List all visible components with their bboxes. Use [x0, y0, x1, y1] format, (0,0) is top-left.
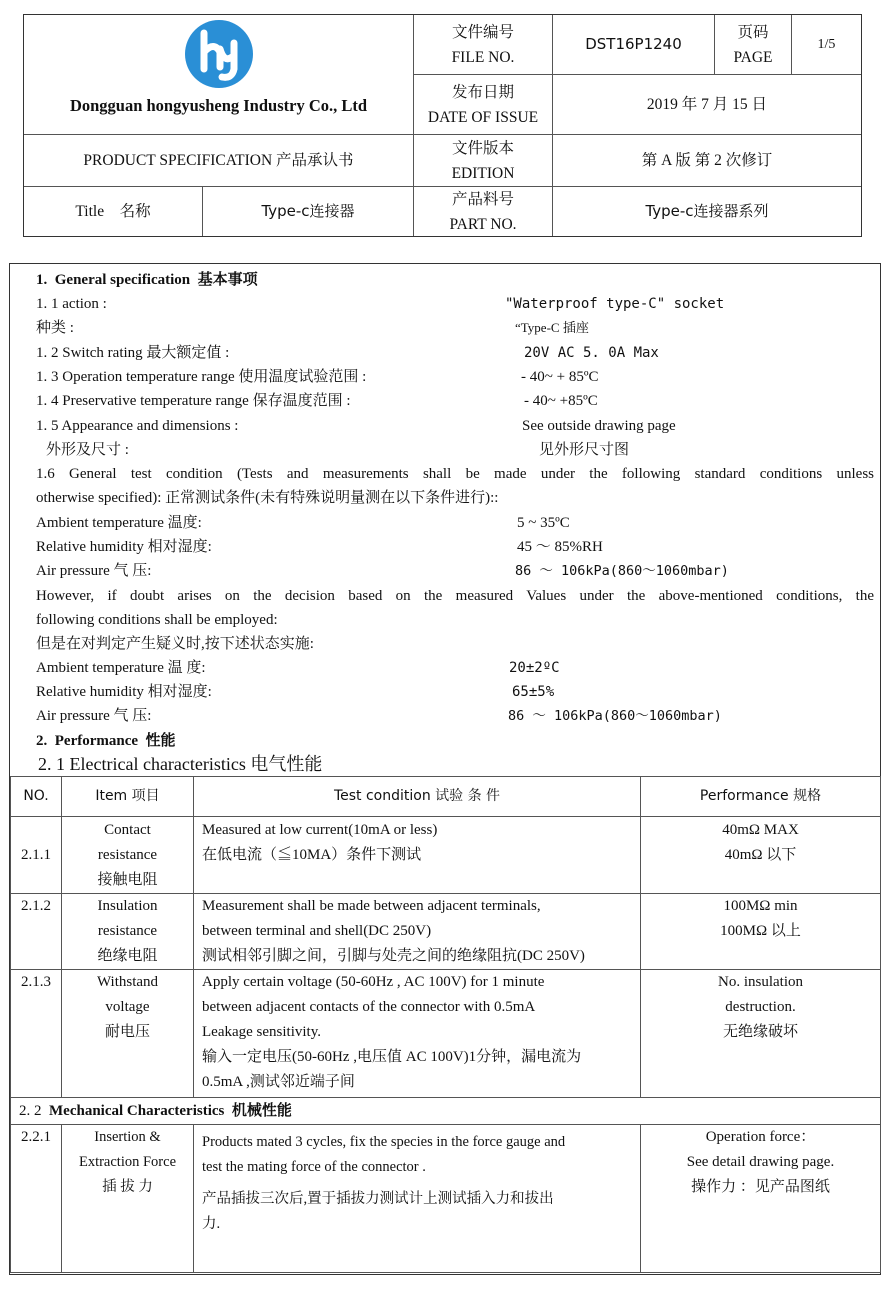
page-label: 页码 PAGE — [715, 15, 792, 75]
file-no-en: FILE NO. — [451, 48, 515, 66]
row-test: Products mated 3 cycles, fix the species in the force gauge and test the mating force of the connector . 产品插拔三次后,置于插拔力测试计上测试插入力和拔出 力. — [194, 1125, 641, 1273]
row-no: 2.1.2 — [11, 894, 62, 970]
row-test: Measured at low current(10mA or less) 在低电流（≦10MA）条件下测试 — [194, 817, 641, 894]
performance-heading: 2. Performance 性能 — [36, 733, 176, 749]
air-label: Air pressure 气 压: — [36, 563, 152, 579]
ambient-label: Ambient temperature 温度: — [36, 515, 202, 531]
row-performance: 100MΩ min 100MΩ 以上 — [641, 894, 881, 970]
mechanical-heading: 2. 2 Mechanical Characteristics 机械性能 — [11, 1098, 881, 1125]
appearance-value-cn: 见外形尺寸图 — [539, 442, 630, 458]
electrical-heading: 2. 1 Electrical characteristics 电气性能 — [38, 754, 323, 774]
op-temp-label: 1. 3 Operation temperature range 使用温度试验范围 : — [36, 369, 367, 385]
row-performance: 40mΩ MAX 40mΩ 以下 — [641, 817, 881, 894]
ambient-value: 5 ~ 35ºC — [517, 515, 570, 531]
row-performance: Operation force： See detail drawing page. 操作力 ：见产品图纸 — [641, 1125, 881, 1273]
appearance-label: 1. 5 Appearance and dimensions : — [36, 418, 239, 434]
table-header-row — [11, 777, 881, 817]
row-item: Contact resistance 接触电阻 — [62, 817, 194, 894]
file-no-value: DST16P1240 — [553, 15, 715, 75]
row-no: 2.1.3 — [11, 970, 62, 1098]
row-no: 2.1.1 — [11, 817, 62, 894]
doubt-line1: However, if doubt arises on the decision based on the measured Values under the above-mentioned conditions, the — [36, 588, 874, 604]
row-test: Measurement shall be made between adjacent terminals, between terminal and shell(DC 250V) 测试相邻引脚之间，引脚与处壳之间的绝缘阻抗(DC 250V) — [194, 894, 641, 970]
row-test: Apply certain voltage (50-60Hz , AC 100V) for 1 minute between adjacent contacts of the connector with 0.5mA Leakage sensitivity. 输入一定电压(50-60Hz ,电压值 AC 100V)1分钟，漏电流为 0.5mA ,测试邻近端子间 — [194, 970, 641, 1098]
row-item: Insulation resistance 绝缘电阻 — [62, 894, 194, 970]
col-item: Item 项目 — [62, 777, 194, 817]
spec-title: PRODUCT SPECIFICATION 产品承认书 — [24, 135, 414, 187]
row-no: 2.2.1 — [11, 1125, 62, 1273]
table-row — [11, 894, 881, 970]
issue-value: 2019 年 7 月 15 日 — [553, 75, 861, 135]
edition-label: 文件版本 EDITION — [414, 135, 553, 187]
action-value: "Waterproof type-C" socket — [505, 296, 725, 312]
test-condition-line2: otherwise specified): 正常测试条件(未有特殊说明量测在以下条件进行):: — [36, 490, 499, 506]
company-name: Dongguan hongyusheng Industry Co., Ltd — [69, 96, 368, 115]
file-no-label — [414, 15, 553, 75]
company-logo — [184, 19, 254, 89]
air-value: 86 ～ 106kPa(860～1060mbar) — [515, 563, 729, 579]
col-performance: Performance 规格 — [641, 777, 881, 817]
appearance-label-cn: 外形及尺寸 : — [46, 442, 129, 458]
pres-temp-label: 1. 4 Preservative temperature range 保存温度范围 : — [36, 393, 351, 409]
ambient2-label: Ambient temperature 温 度: — [36, 660, 206, 676]
humidity2-value: 65±5% — [512, 684, 555, 700]
humidity-label: Relative humidity 相对湿度: — [36, 539, 212, 555]
general-heading: 1. General specification 基本事项 — [36, 272, 258, 288]
row-item: Insertion & Extraction Force 插 拔 力 — [62, 1125, 194, 1273]
company-cell — [24, 15, 414, 135]
document-header — [23, 14, 862, 237]
mechanical-heading-row — [11, 1098, 881, 1125]
action-label: 1. 1 action : — [36, 296, 107, 312]
issue-label: 发布日期 DATE OF ISSUE — [414, 75, 553, 135]
doubt-line2: following conditions shall be employed: — [36, 612, 278, 628]
op-temp-value: - 40~ + 85ºC — [521, 369, 599, 385]
table-row — [11, 970, 881, 1098]
appearance-value: See outside drawing page — [522, 418, 676, 434]
table-row — [11, 1125, 881, 1273]
pres-temp-value: - 40~ +85ºC — [524, 393, 598, 409]
title-value: Type-c连接器 — [203, 187, 414, 236]
col-no: NO. — [11, 777, 62, 817]
air2-value: 86 ～ 106kPa(860～1060mbar) — [508, 708, 722, 724]
file-no-cn: 文件编号 — [451, 23, 514, 41]
part-no-value: Type-c连接器系列 — [645, 202, 769, 220]
col-test: Test condition 试验 条 件 — [194, 777, 641, 817]
part-no-label: 产品料号 PART NO. — [414, 187, 553, 236]
edition-value: 第 A 版 第 2 次修订 — [553, 135, 861, 187]
row-item: Withstand voltage 耐电压 — [62, 970, 194, 1098]
title-label: Title 名称 — [24, 187, 203, 236]
switch-value: 20V AC 5. 0A Max — [524, 345, 659, 361]
row-performance: No. insulation destruction. 无绝缘破坏 — [641, 970, 881, 1098]
kind-label: 种类 : — [36, 320, 74, 336]
performance-table — [10, 776, 881, 1273]
kind-value: “Type-C 插座 — [515, 320, 589, 335]
air2-label: Air pressure 气 压: — [36, 708, 152, 724]
test-condition-line1: 1.6 General test condition (Tests and measurements shall be made under the following standard conditions unless — [36, 466, 874, 482]
ambient2-value: 20±2ºC — [509, 660, 560, 676]
table-row — [11, 817, 881, 894]
switch-label: 1. 2 Switch rating 最大额定值 : — [36, 345, 230, 361]
humidity2-label: Relative humidity 相对湿度: — [36, 684, 212, 700]
humidity-value: 45 ～ 85%RH — [517, 539, 603, 555]
page-value: 1/5 — [792, 15, 861, 75]
doubt-cn: 但是在对判定产生疑义时,按下述状态实施: — [36, 636, 314, 652]
